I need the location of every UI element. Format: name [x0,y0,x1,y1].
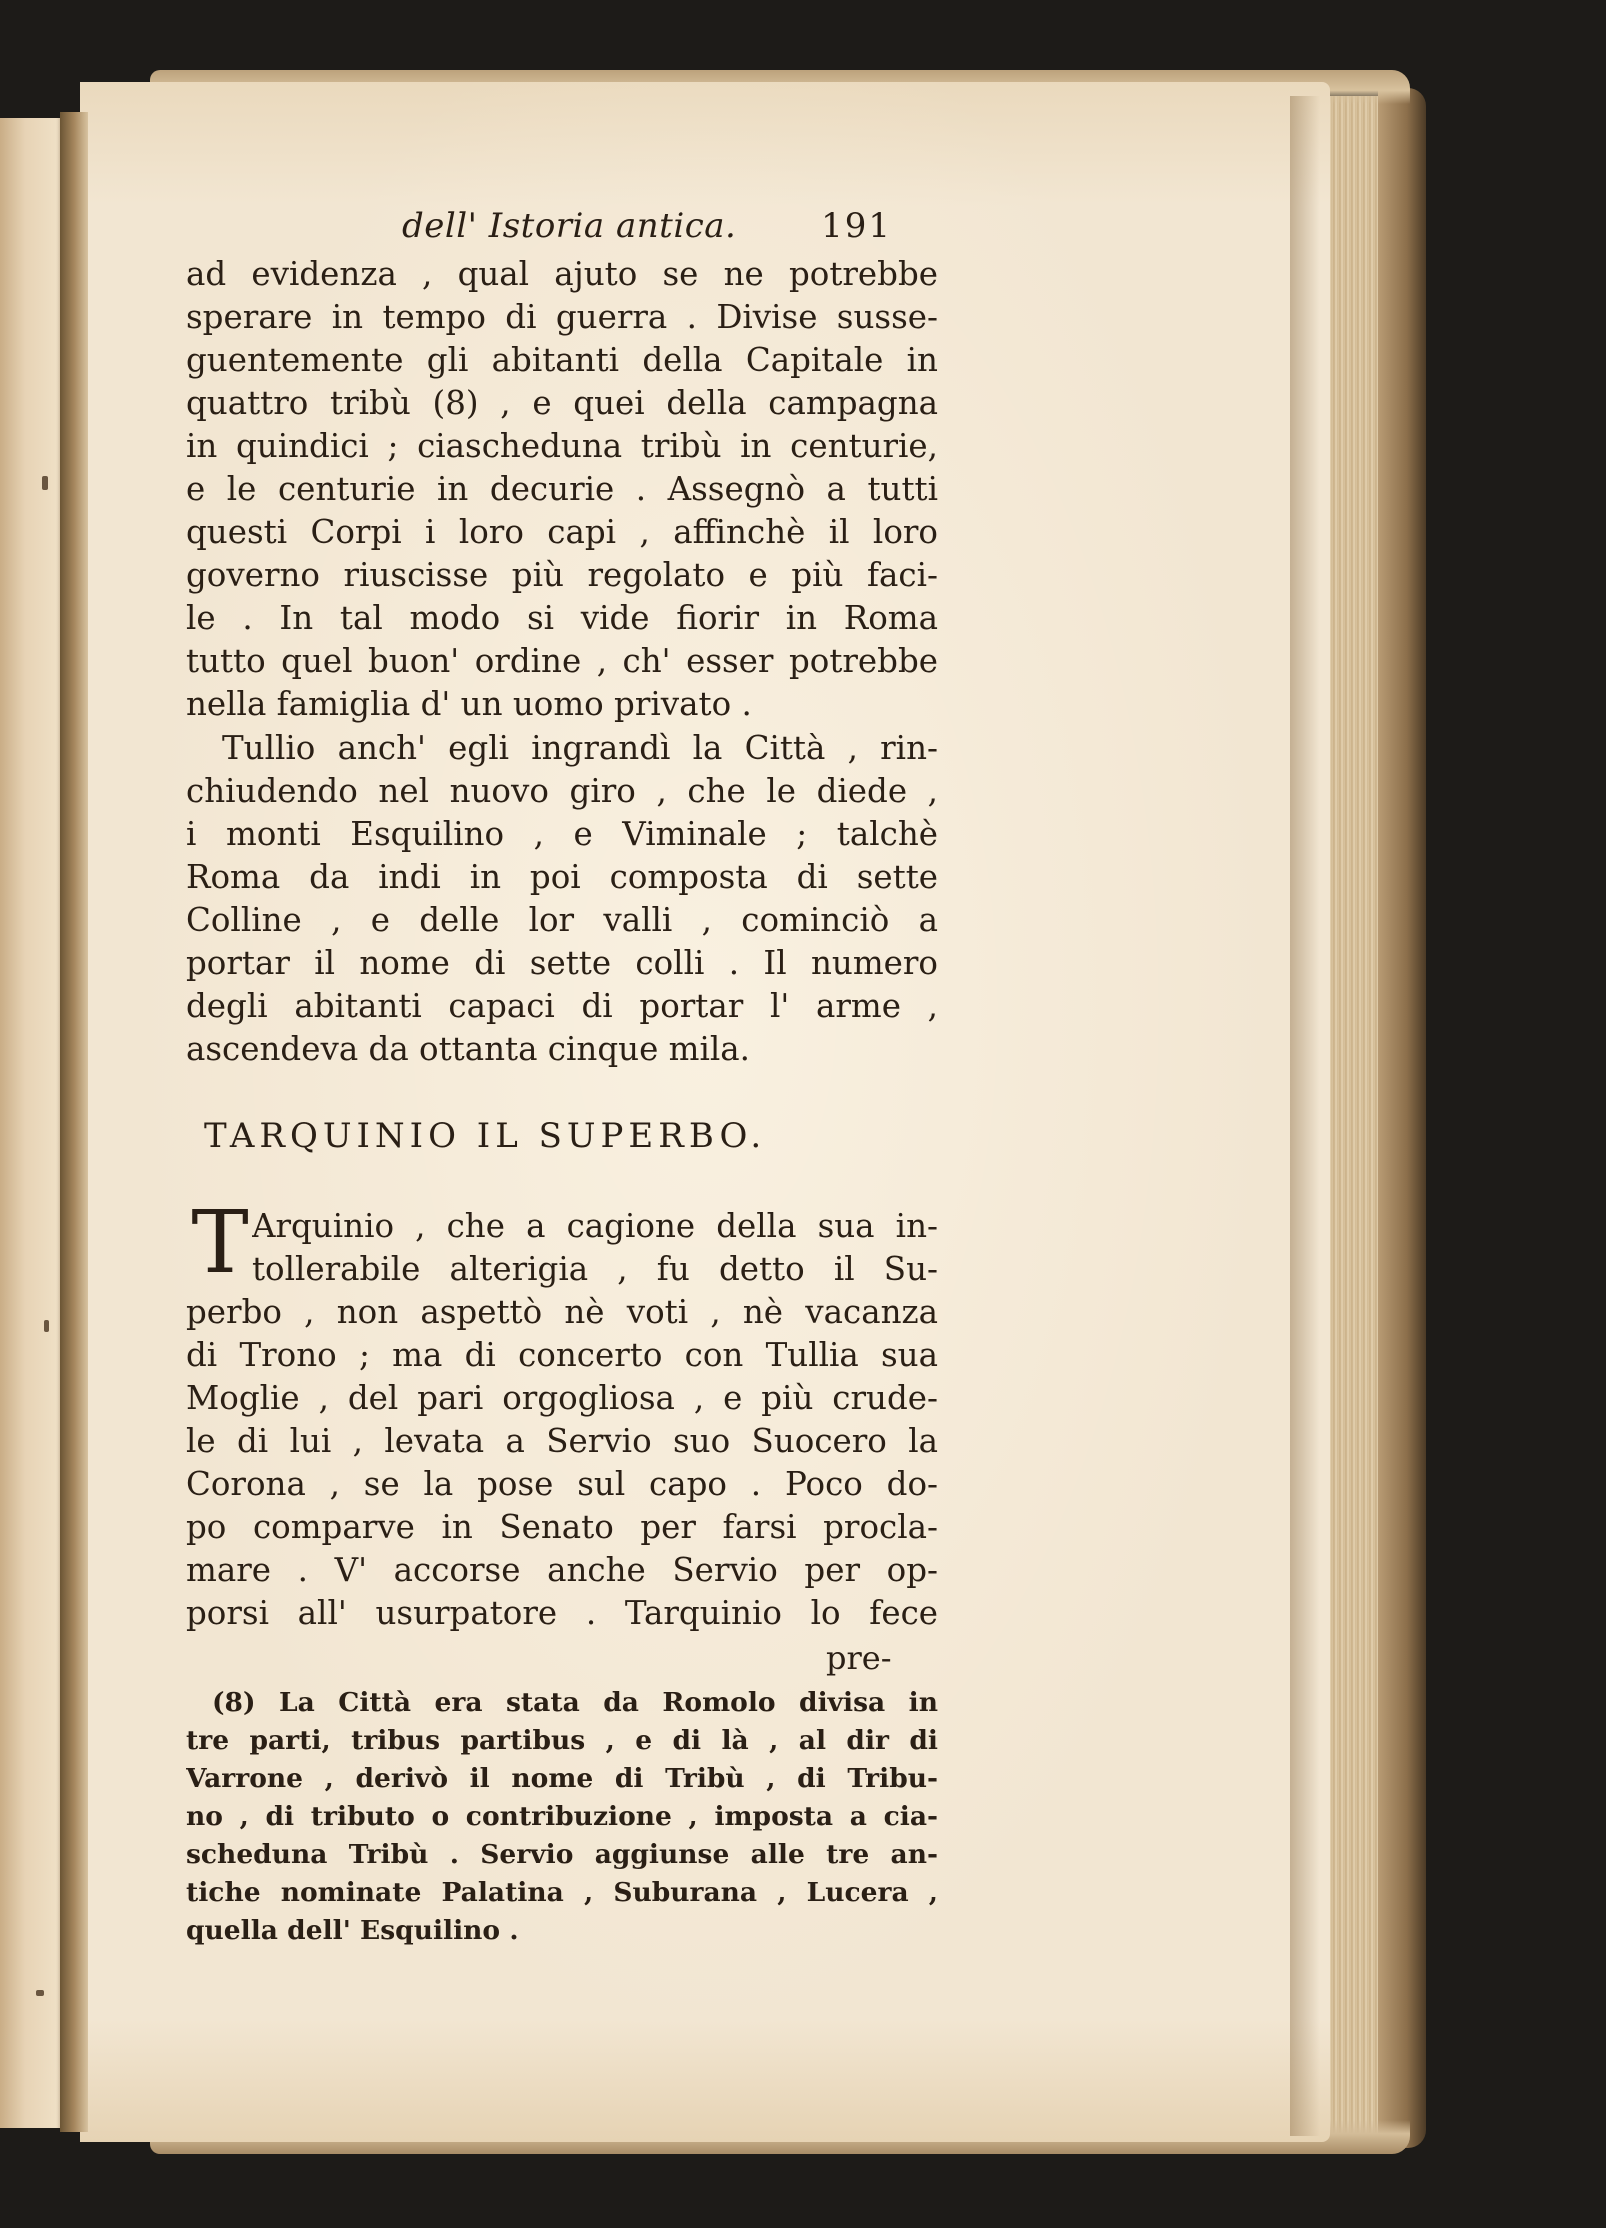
text-line: tollerabile alterigia , fu detto il Su- [252,1250,938,1288]
page-number: 191 [821,206,892,246]
footnote-line: no , di tributo o contribuzione , imposta a cia- [186,1801,938,1832]
footnote-line: tre parti, tribus partibus , e di là , al dir di [186,1725,938,1756]
footnote-line: (8) La Città era stata da Romolo divisa in [212,1687,938,1718]
text-line: tutto quel buon' ordine , ch' esser potrebbe [186,642,938,680]
text-line: i monti Esquilino , e Viminale ; talchè [186,815,938,853]
text-line: chiudendo nel nuovo giro , che le diede , [186,772,938,810]
text-line: Roma da indi in poi composta di sette [186,858,938,896]
text-line: in quindici ; ciascheduna tribù in centurie, [186,427,938,465]
text-line: guentemente gli abitanti della Capitale in [186,341,938,379]
text-line: mare . V' accorse anche Servio per op- [186,1551,938,1589]
text-line: po comparve in Senato per farsi procla- [186,1508,938,1546]
text-line: sperare in tempo di guerra . Divise susse- [186,298,938,336]
text-line: nella famiglia d' un uomo privato . [186,685,752,723]
text-line: le . In tal modo si vide fiorir in Roma [186,599,938,637]
text-line: porsi all' usurpatore . Tarquinio lo fece [186,1594,938,1632]
spine-gutter [60,112,88,2132]
catchword: pre- [826,1639,892,1677]
running-title: dell' Istoria antica. [402,206,737,246]
text-line: Colline , e delle lor valli , cominciò a [186,901,938,939]
text-line: le di lui , levata a Servio suo Suocero la [186,1422,938,1460]
text-line: questi Corpi i loro capi , affinchè il loro [186,513,938,551]
text-line: perbo , non aspettò nè voti , nè vacanza [186,1293,938,1331]
text-line: degli abitanti capaci di portar l' arme , [186,987,938,1025]
footnote-line: tiche nominate Palatina , Suburana , Lucera , [186,1877,938,1908]
footnote-line: Varrone , derivò il nome di Tribù , di Tribu- [186,1763,938,1794]
section-heading: TARQUINIO IL SUPERBO. [204,1116,767,1156]
text-line: Arquinio , che a cagione della sua in- [252,1207,938,1245]
left-page-mark [42,476,48,490]
text-line: governo riuscisse più regolato e più faci- [186,556,938,594]
drop-cap: T [191,1193,249,1293]
left-page-mark [44,1320,49,1332]
text-line: Tullio anch' egli ingrandì la Città , rin- [222,729,938,767]
text-line: e le centurie in decurie . Assegnò a tutti [186,470,938,508]
text-line: ascendeva da ottanta cinque mila. [186,1030,750,1068]
text-line: Moglie , del pari orgogliosa , e più crude- [186,1379,938,1417]
text-line: Corona , se la pose sul capo . Poco do- [186,1465,938,1503]
text-line: ad evidenza , qual ajuto se ne potrebbe [186,255,938,293]
text-line: quattro tribù (8) , e quei della campagna [186,384,938,422]
running-head [402,206,922,250]
footnote-line: scheduna Tribù . Servio aggiunse alle tre an- [186,1839,938,1870]
text-line: portar il nome di sette colli . Il numero [186,944,938,982]
text-line: di Trono ; ma di concerto con Tullia sua [186,1336,938,1374]
left-page-mark [36,1990,44,1996]
book-cover-edge [1378,88,1426,2148]
footnote-line: quella dell' Esquilino . [186,1915,519,1946]
fore-edge-shade [1290,96,1320,2136]
